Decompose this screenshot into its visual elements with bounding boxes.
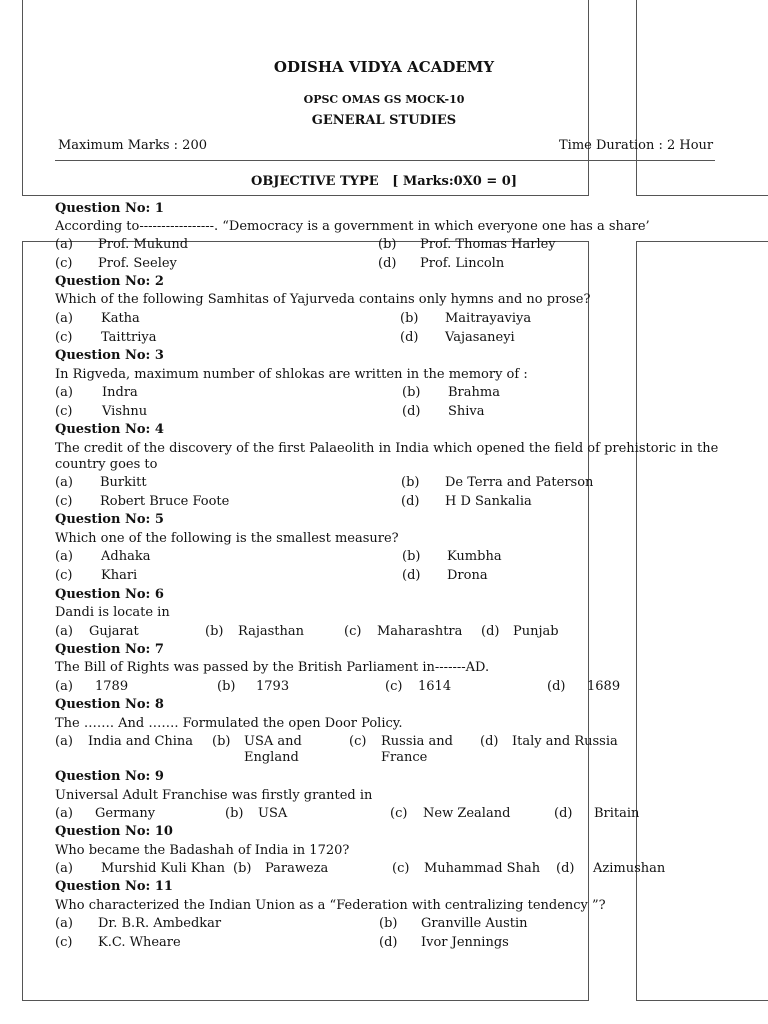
option-letter: (a)	[55, 679, 73, 694]
option-letter: (a)	[55, 549, 73, 564]
option-letter: (a)	[55, 475, 73, 490]
option-text: USA and	[244, 734, 302, 749]
option-text: 1793	[256, 679, 290, 694]
option-letter: (c)	[55, 330, 73, 345]
option-letter: (a)	[55, 861, 73, 876]
option-text: Granville Austin	[421, 916, 528, 931]
option-text: Punjab	[513, 624, 559, 639]
option-text: Prof. Thomas Harley	[420, 237, 556, 252]
option-text: Vajasaneyi	[445, 330, 515, 345]
section-title: OBJECTIVE TYPE [ Marks:0X0 = 0]	[251, 174, 517, 189]
option-letter: (a)	[55, 237, 73, 252]
option-text: Germany	[95, 806, 156, 821]
option-text: USA	[258, 806, 288, 821]
option-text: Brahma	[448, 385, 500, 400]
option-text: Vishnu	[102, 404, 148, 419]
question-text: Who became the Badashah of India in 1720?	[55, 843, 350, 858]
option-text: Katha	[101, 311, 140, 326]
option-letter: (c)	[55, 568, 73, 583]
option-text: Ivor Jennings	[421, 935, 509, 950]
option-letter: (d)	[481, 624, 500, 639]
option-letter: (d)	[402, 404, 421, 419]
option-text: Drona	[447, 568, 488, 583]
option-letter: (b)	[212, 734, 231, 749]
option-text: Maharashtra	[377, 624, 463, 639]
option-letter: (d)	[554, 806, 573, 821]
question-label: Question No: 9	[55, 769, 164, 784]
question-text-continued: country goes to	[55, 457, 158, 472]
option-text: Robert Bruce Foote	[100, 494, 230, 509]
question-text: The ……. And ……. Formulated the open Door Policy.	[55, 716, 403, 731]
header-divider	[55, 160, 715, 161]
question-label: Question No: 4	[55, 422, 164, 437]
option-letter: (b)	[217, 679, 236, 694]
option-text: Taittriya	[101, 330, 157, 345]
option-letter: (b)	[225, 806, 244, 821]
option-letter: (b)	[402, 549, 421, 564]
option-text-continued: France	[381, 750, 428, 765]
question-label: Question No: 3	[55, 348, 164, 363]
option-letter: (a)	[55, 806, 73, 821]
option-letter: (c)	[55, 256, 73, 271]
option-letter: (c)	[55, 404, 73, 419]
option-letter: (d)	[556, 861, 575, 876]
max-marks: Maximum Marks : 200	[58, 138, 207, 153]
question-text: Dandi is locate in	[55, 605, 170, 620]
option-letter: (b)	[400, 311, 419, 326]
option-text: Kumbha	[447, 549, 502, 564]
question-label: Question No: 8	[55, 697, 164, 712]
question-text: Which one of the following is the smallest measure?	[55, 531, 399, 546]
question-label: Question No: 5	[55, 512, 164, 527]
option-letter: (c)	[385, 679, 403, 694]
option-letter: (d)	[402, 568, 421, 583]
option-text: Maitrayaviya	[445, 311, 532, 326]
option-text: Adhaka	[101, 549, 151, 564]
option-text: Prof. Seeley	[98, 256, 177, 271]
option-letter: (b)	[401, 475, 420, 490]
option-text: De Terra and Paterson	[445, 475, 594, 490]
question-text: The Bill of Rights was passed by the British Parliament in-------AD.	[55, 660, 490, 675]
option-text: Burkitt	[100, 475, 147, 490]
option-letter: (c)	[349, 734, 367, 749]
question-text: Which of the following Samhitas of Yajurveda contains only hymns and no prose?	[55, 292, 591, 307]
option-text: Murshid Kuli Khan	[101, 861, 226, 876]
option-letter: (c)	[344, 624, 362, 639]
option-letter: (d)	[379, 935, 398, 950]
question-label: Question No: 1	[55, 201, 164, 216]
option-text: Azimushan	[593, 861, 666, 876]
body-frame-right	[636, 241, 768, 1001]
option-text: Paraweza	[265, 861, 329, 876]
option-text: Dr. B.R. Ambedkar	[98, 916, 222, 931]
option-letter: (d)	[378, 256, 397, 271]
question-text: According to-----------------. “Democracy is a government in which everyone one has a share’	[55, 219, 650, 234]
option-text: Italy and Russia	[512, 734, 618, 749]
option-letter: (a)	[55, 385, 73, 400]
option-letter: (c)	[55, 935, 73, 950]
option-text: Gujarat	[89, 624, 139, 639]
question-text: The credit of the discovery of the first Palaeolith in India which opened the field of prehistoric in the	[55, 441, 719, 456]
option-text: Muhammad Shah	[424, 861, 541, 876]
option-text: 1614	[418, 679, 452, 694]
option-letter: (b)	[378, 237, 397, 252]
option-letter: (b)	[402, 385, 421, 400]
option-letter: (d)	[480, 734, 499, 749]
question-label: Question No: 10	[55, 824, 173, 839]
option-text: 1689	[587, 679, 621, 694]
option-text: Indra	[102, 385, 138, 400]
option-text: 1789	[95, 679, 129, 694]
option-letter: (a)	[55, 311, 73, 326]
time-duration: Time Duration : 2 Hour	[559, 138, 714, 153]
option-text: Khari	[101, 568, 138, 583]
option-text: Britain	[594, 806, 640, 821]
question-text: In Rigveda, maximum number of shlokas are written in the memory of :	[55, 367, 528, 382]
option-letter: (c)	[392, 861, 410, 876]
option-letter: (a)	[55, 916, 73, 931]
option-text: Russia and	[381, 734, 453, 749]
question-text: Who characterized the Indian Union as a “Federation with centralizing tendency ”?	[55, 898, 606, 913]
option-text: India and China	[88, 734, 194, 749]
option-letter: (a)	[55, 624, 73, 639]
option-text: K.C. Wheare	[98, 935, 181, 950]
question-label: Question No: 6	[55, 587, 164, 602]
question-label: Question No: 11	[55, 879, 173, 894]
exam-title: OPSC OMAS GS MOCK-10	[303, 93, 465, 106]
option-text: Prof. Mukund	[98, 237, 189, 252]
option-letter: (d)	[401, 494, 420, 509]
option-letter: (c)	[390, 806, 408, 821]
question-label: Question No: 7	[55, 642, 164, 657]
option-text: Rajasthan	[238, 624, 305, 639]
option-letter: (d)	[400, 330, 419, 345]
option-letter: (b)	[205, 624, 224, 639]
option-text: H D Sankalia	[445, 494, 532, 509]
academy-title: ODISHA VIDYA ACADEMY	[273, 58, 495, 76]
question-text: Universal Adult Franchise was firstly granted in	[55, 788, 373, 803]
option-text: New Zealand	[423, 806, 511, 821]
subject-title: GENERAL STUDIES	[311, 113, 457, 128]
option-letter: (d)	[547, 679, 566, 694]
question-label: Question No: 2	[55, 274, 164, 289]
option-text: Shiva	[448, 404, 485, 419]
option-text-continued: England	[244, 750, 299, 765]
option-letter: (a)	[55, 734, 73, 749]
option-letter: (b)	[379, 916, 398, 931]
option-letter: (c)	[55, 494, 73, 509]
option-text: Prof. Lincoln	[420, 256, 505, 271]
option-letter: (b)	[233, 861, 252, 876]
